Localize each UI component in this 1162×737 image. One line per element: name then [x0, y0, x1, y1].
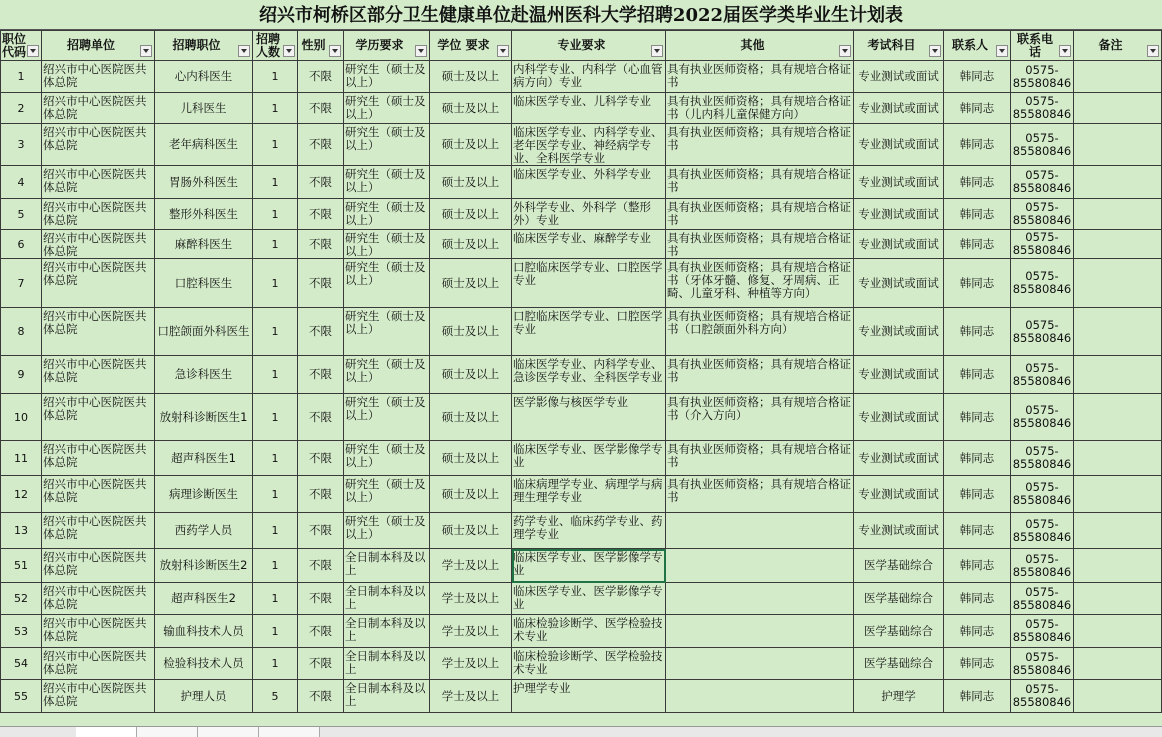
cell-unit[interactable]: 绍兴市中心医院医共体总院	[42, 615, 155, 648]
cell-contact[interactable]: 韩同志	[944, 259, 1011, 308]
cell-exam[interactable]: 专业测试或面试	[854, 230, 944, 259]
cell-position[interactable]: 病理诊断医生	[155, 476, 253, 513]
cell-education[interactable]: 研究生（硕士及以上）	[344, 308, 430, 356]
filter-dropdown-icon[interactable]	[140, 45, 152, 57]
cell-other[interactable]: 具有执业医师资格；具有规培合格证书	[666, 61, 854, 93]
cell-other[interactable]: 具有执业医师资格；具有规培合格证书	[666, 441, 854, 476]
cell-major[interactable]: 临床医学专业、麻醉学专业	[512, 230, 666, 259]
table-row	[1, 513, 1162, 549]
cell-position[interactable]: 整形外科医生	[155, 199, 253, 230]
cell-other[interactable]: 具有执业医师资格；具有规培合格证书（牙体牙髓、修复、牙周病、正畸、儿童牙科、种植等方向）	[666, 259, 854, 308]
cell-gender[interactable]: 不限	[298, 680, 344, 713]
cell-phone[interactable]: 0575-85580846	[1011, 513, 1074, 549]
cell-degree[interactable]: 硕士及以上	[430, 356, 512, 394]
cell-major[interactable]: 口腔临床医学专业、口腔医学专业	[512, 308, 666, 356]
cell-unit[interactable]: 绍兴市中心医院医共体总院	[42, 93, 155, 124]
cell-count[interactable]: 1	[253, 124, 298, 166]
sheet-title: 绍兴市柯桥区部分卫生健康单位赴温州医科大学招聘2022届医学类毕业生计划表	[0, 0, 1162, 30]
cell-note[interactable]	[1074, 230, 1162, 259]
cell-note[interactable]	[1074, 259, 1162, 308]
cell-exam[interactable]: 专业测试或面试	[854, 441, 944, 476]
cell-note[interactable]	[1074, 615, 1162, 648]
header-label: 性别	[301, 38, 326, 52]
cell-gender[interactable]: 不限	[298, 441, 344, 476]
cell-degree[interactable]: 硕士及以上	[430, 93, 512, 124]
cell-major[interactable]: 医学影像与核医学专业	[512, 394, 666, 441]
cell-note[interactable]	[1074, 549, 1162, 583]
cell-note[interactable]	[1074, 648, 1162, 680]
cell-gender[interactable]: 不限	[298, 230, 344, 259]
cell-unit[interactable]: 绍兴市中心医院医共体总院	[42, 356, 155, 394]
cell-degree[interactable]: 硕士及以上	[430, 166, 512, 199]
cell-major[interactable]: 临床医学专业、儿科学专业	[512, 93, 666, 124]
table-row	[1, 124, 1162, 166]
cell-education[interactable]: 研究生（硕士及以上）	[344, 441, 430, 476]
table-row	[1, 394, 1162, 441]
cell-code[interactable]: 8	[1, 308, 42, 356]
cell-gender[interactable]: 不限	[298, 166, 344, 199]
cell-major[interactable]: 临床医学专业、内科学专业、急诊医学专业、全科医学专业	[512, 356, 666, 394]
cell-gender[interactable]: 不限	[298, 615, 344, 648]
cell-degree[interactable]: 学士及以上	[430, 615, 512, 648]
cell-education[interactable]: 全日制本科及以上	[344, 583, 430, 615]
cell-education[interactable]: 全日制本科及以上	[344, 615, 430, 648]
cell-contact[interactable]: 韩同志	[944, 549, 1011, 583]
cell-contact[interactable]: 韩同志	[944, 93, 1011, 124]
cell-education[interactable]: 研究生（硕士及以上）	[344, 356, 430, 394]
cell-unit[interactable]: 绍兴市中心医院医共体总院	[42, 230, 155, 259]
cell-contact[interactable]: 韩同志	[944, 648, 1011, 680]
header-label: 招聘人数	[255, 31, 280, 59]
cell-count[interactable]: 5	[253, 680, 298, 713]
cell-gender[interactable]: 不限	[298, 476, 344, 513]
header-label: 考试科目	[867, 38, 916, 52]
table-row	[1, 615, 1162, 648]
header-other	[666, 31, 854, 61]
cell-degree[interactable]: 硕士及以上	[430, 199, 512, 230]
cell-count[interactable]: 1	[253, 513, 298, 549]
cell-note[interactable]	[1074, 513, 1162, 549]
cell-exam[interactable]: 专业测试或面试	[854, 259, 944, 308]
header-note	[1074, 31, 1162, 61]
cell-degree[interactable]: 硕士及以上	[430, 308, 512, 356]
table-row	[1, 680, 1162, 713]
cell-other[interactable]	[666, 513, 854, 549]
cell-position[interactable]: 放射科诊断医生1	[155, 394, 253, 441]
cell-count[interactable]: 1	[253, 394, 298, 441]
cell-degree[interactable]: 学士及以上	[430, 648, 512, 680]
cell-code[interactable]: 11	[1, 441, 42, 476]
cell-major[interactable]: 临床医学专业、医学影像学专业	[512, 549, 666, 583]
cell-major[interactable]: 临床医学专业、外科学专业	[512, 166, 666, 199]
cell-position[interactable]: 西药学人员	[155, 513, 253, 549]
header-label: 备注	[1098, 38, 1123, 52]
cell-note[interactable]	[1074, 199, 1162, 230]
cell-other[interactable]: 具有执业医师资格；具有规培合格证书	[666, 356, 854, 394]
cell-other[interactable]	[666, 549, 854, 583]
header-contact	[944, 31, 1011, 61]
cell-code[interactable]: 6	[1, 230, 42, 259]
cell-phone[interactable]: 0575-85580846	[1011, 124, 1074, 166]
cell-major[interactable]: 临床检验诊断学、医学检验技术专业	[512, 648, 666, 680]
filter-dropdown-icon[interactable]	[497, 45, 509, 57]
cell-gender[interactable]: 不限	[298, 199, 344, 230]
cell-exam[interactable]: 专业测试或面试	[854, 308, 944, 356]
cell-major[interactable]: 临床医学专业、医学影像学专业	[512, 441, 666, 476]
cell-education[interactable]: 研究生（硕士及以上）	[344, 93, 430, 124]
cell-exam[interactable]: 专业测试或面试	[854, 394, 944, 441]
cell-count[interactable]: 1	[253, 230, 298, 259]
header-code	[1, 31, 42, 61]
cell-major[interactable]: 护理学专业	[512, 680, 666, 713]
header-label: 联系电话	[1016, 31, 1053, 59]
cell-position[interactable]: 口腔科医生	[155, 259, 253, 308]
filter-dropdown-icon[interactable]	[283, 45, 295, 57]
cell-other[interactable]	[666, 615, 854, 648]
filter-dropdown-icon[interactable]	[1147, 45, 1159, 57]
cell-exam[interactable]: 医学基础综合	[854, 648, 944, 680]
table-row	[1, 476, 1162, 513]
cell-count[interactable]: 1	[253, 93, 298, 124]
cell-gender[interactable]: 不限	[298, 648, 344, 680]
cell-phone[interactable]: 0575-85580846	[1011, 680, 1074, 713]
header-unit	[42, 31, 155, 61]
cell-code[interactable]: 13	[1, 513, 42, 549]
cell-major[interactable]: 临床检验诊断学、医学检验技术专业	[512, 615, 666, 648]
filter-dropdown-icon[interactable]	[415, 45, 427, 57]
cell-education[interactable]: 研究生（硕士及以上）	[344, 513, 430, 549]
cell-education[interactable]: 研究生（硕士及以上）	[344, 124, 430, 166]
header-count	[253, 31, 298, 61]
cell-unit[interactable]: 绍兴市中心医院医共体总院	[42, 583, 155, 615]
filter-dropdown-icon[interactable]	[651, 45, 663, 57]
cell-other[interactable]: 具有执业医师资格；具有规培合格证书（介入方向）	[666, 394, 854, 441]
header-label: 专业要求	[557, 38, 606, 52]
cell-contact[interactable]: 韩同志	[944, 61, 1011, 93]
table-row	[1, 583, 1162, 615]
cell-note[interactable]	[1074, 356, 1162, 394]
filter-dropdown-icon[interactable]	[27, 45, 39, 57]
cell-unit[interactable]: 绍兴市中心医院医共体总院	[42, 394, 155, 441]
cell-unit[interactable]: 绍兴市中心医院医共体总院	[42, 680, 155, 713]
cell-degree[interactable]: 学士及以上	[430, 680, 512, 713]
cell-position[interactable]: 输血科技术人员	[155, 615, 253, 648]
cell-phone[interactable]: 0575-85580846	[1011, 61, 1074, 93]
header-gender	[298, 31, 344, 61]
cell-other[interactable]: 具有执业医师资格；具有规培合格证书	[666, 199, 854, 230]
table-row	[1, 230, 1162, 259]
cell-exam[interactable]: 专业测试或面试	[854, 476, 944, 513]
cell-phone[interactable]: 0575-85580846	[1011, 166, 1074, 199]
cell-note[interactable]	[1074, 61, 1162, 93]
cell-other[interactable]: 具有执业医师资格；具有规培合格证书	[666, 124, 854, 166]
header-phone	[1011, 31, 1074, 61]
cell-phone[interactable]: 0575-85580846	[1011, 93, 1074, 124]
cell-note[interactable]	[1074, 680, 1162, 713]
cell-education[interactable]: 研究生（硕士及以上）	[344, 166, 430, 199]
cell-contact[interactable]: 韩同志	[944, 166, 1011, 199]
sheet-tab-bar	[0, 726, 1162, 737]
table-body	[1, 61, 1162, 713]
cell-code[interactable]: 4	[1, 166, 42, 199]
cell-gender[interactable]: 不限	[298, 513, 344, 549]
cell-code[interactable]: 5	[1, 199, 42, 230]
cell-unit[interactable]: 绍兴市中心医院医共体总院	[42, 199, 155, 230]
cell-contact[interactable]: 韩同志	[944, 394, 1011, 441]
cell-phone[interactable]: 0575-85580846	[1011, 230, 1074, 259]
cell-education[interactable]: 研究生（硕士及以上）	[344, 394, 430, 441]
header-label: 联系人	[951, 38, 988, 52]
cell-exam[interactable]: 医学基础综合	[854, 615, 944, 648]
cell-gender[interactable]: 不限	[298, 93, 344, 124]
cell-gender[interactable]: 不限	[298, 583, 344, 615]
cell-contact[interactable]: 韩同志	[944, 615, 1011, 648]
cell-count[interactable]: 1	[253, 356, 298, 394]
cell-education[interactable]: 研究生（硕士及以上）	[344, 199, 430, 230]
cell-other[interactable]: 具有执业医师资格；具有规培合格证书	[666, 166, 854, 199]
header-degree	[430, 31, 512, 61]
cell-education[interactable]: 研究生（硕士及以上）	[344, 230, 430, 259]
cell-code[interactable]: 54	[1, 648, 42, 680]
cell-degree[interactable]: 硕士及以上	[430, 230, 512, 259]
cell-major[interactable]: 外科学专业、外科学（整形外）专业	[512, 199, 666, 230]
cell-contact[interactable]: 韩同志	[944, 356, 1011, 394]
cell-gender[interactable]: 不限	[298, 356, 344, 394]
cell-education[interactable]: 全日制本科及以上	[344, 549, 430, 583]
cell-note[interactable]	[1074, 124, 1162, 166]
table-row	[1, 441, 1162, 476]
cell-position[interactable]: 儿科医生	[155, 93, 253, 124]
cell-unit[interactable]: 绍兴市中心医院医共体总院	[42, 61, 155, 93]
filter-dropdown-icon[interactable]	[996, 45, 1008, 57]
cell-phone[interactable]: 0575-85580846	[1011, 441, 1074, 476]
header-label: 其他	[740, 38, 765, 52]
table-row	[1, 549, 1162, 583]
cell-code[interactable]: 51	[1, 549, 42, 583]
table-row	[1, 356, 1162, 394]
cell-education[interactable]: 全日制本科及以上	[344, 680, 430, 713]
header-row	[1, 31, 1162, 61]
cell-position[interactable]: 超声科医生1	[155, 441, 253, 476]
cell-other[interactable]: 具有执业医师资格；具有规培合格证书（口腔颌面外科方向）	[666, 308, 854, 356]
cell-gender[interactable]: 不限	[298, 308, 344, 356]
cell-unit[interactable]: 绍兴市中心医院医共体总院	[42, 513, 155, 549]
cell-contact[interactable]: 韩同志	[944, 476, 1011, 513]
cell-count[interactable]: 1	[253, 476, 298, 513]
cell-position[interactable]: 急诊科医生	[155, 356, 253, 394]
cell-code[interactable]: 3	[1, 124, 42, 166]
cell-position[interactable]: 放射科诊断医生2	[155, 549, 253, 583]
cell-code[interactable]: 1	[1, 61, 42, 93]
cell-position[interactable]: 胃肠外科医生	[155, 166, 253, 199]
cell-code[interactable]: 10	[1, 394, 42, 441]
cell-unit[interactable]: 绍兴市中心医院医共体总院	[42, 308, 155, 356]
header-label: 学位 要求	[437, 38, 490, 52]
cell-note[interactable]	[1074, 583, 1162, 615]
cell-phone[interactable]: 0575-85580846	[1011, 199, 1074, 230]
cell-education[interactable]: 研究生（硕士及以上）	[344, 476, 430, 513]
cell-position[interactable]: 心内科医生	[155, 61, 253, 93]
table-row	[1, 166, 1162, 199]
cell-unit[interactable]: 绍兴市中心医院医共体总院	[42, 166, 155, 199]
cell-contact[interactable]: 韩同志	[944, 308, 1011, 356]
cell-gender[interactable]: 不限	[298, 394, 344, 441]
cell-phone[interactable]: 0575-85580846	[1011, 476, 1074, 513]
table-row	[1, 648, 1162, 680]
cell-gender[interactable]: 不限	[298, 549, 344, 583]
table-row	[1, 93, 1162, 124]
cell-other[interactable]	[666, 680, 854, 713]
cell-major[interactable]: 药学专业、临床药学专业、药理学专业	[512, 513, 666, 549]
cell-position[interactable]: 超声科医生2	[155, 583, 253, 615]
header-label: 招聘单位	[66, 38, 115, 52]
cell-degree[interactable]: 硕士及以上	[430, 476, 512, 513]
cell-code[interactable]: 7	[1, 259, 42, 308]
cell-count[interactable]: 1	[253, 308, 298, 356]
cell-count[interactable]: 1	[253, 648, 298, 680]
cell-degree[interactable]: 学士及以上	[430, 583, 512, 615]
cell-count[interactable]: 1	[253, 615, 298, 648]
cell-unit[interactable]: 绍兴市中心医院医共体总院	[42, 549, 155, 583]
cell-count[interactable]: 1	[253, 549, 298, 583]
cell-other[interactable]	[666, 648, 854, 680]
cell-major[interactable]: 内科学专业、内科学（心血管病方向）专业	[512, 61, 666, 93]
header-education	[344, 31, 430, 61]
cell-degree[interactable]: 学士及以上	[430, 549, 512, 583]
cell-count[interactable]: 1	[253, 166, 298, 199]
cell-code[interactable]: 2	[1, 93, 42, 124]
cell-phone[interactable]: 0575-85580846	[1011, 615, 1074, 648]
cell-contact[interactable]: 韩同志	[944, 230, 1011, 259]
table-row	[1, 308, 1162, 356]
cell-count[interactable]: 1	[253, 441, 298, 476]
cell-other[interactable]: 具有执业医师资格；具有规培合格证书	[666, 230, 854, 259]
filter-dropdown-icon[interactable]	[929, 45, 941, 57]
cell-position[interactable]: 口腔颌面外科医生	[155, 308, 253, 356]
cell-other[interactable]	[666, 583, 854, 615]
cell-major[interactable]: 临床病理学专业、病理学与病理生理学专业	[512, 476, 666, 513]
cell-education[interactable]: 研究生（硕士及以上）	[344, 61, 430, 93]
cell-degree[interactable]: 硕士及以上	[430, 394, 512, 441]
cell-gender[interactable]: 不限	[298, 124, 344, 166]
cell-education[interactable]: 全日制本科及以上	[344, 648, 430, 680]
cell-phone[interactable]: 0575-85580846	[1011, 308, 1074, 356]
cell-code[interactable]: 12	[1, 476, 42, 513]
cell-note[interactable]	[1074, 166, 1162, 199]
cell-exam[interactable]: 专业测试或面试	[854, 124, 944, 166]
table-row	[1, 199, 1162, 230]
cell-position[interactable]: 老年病科医生	[155, 124, 253, 166]
cell-phone[interactable]: 0575-85580846	[1011, 394, 1074, 441]
header-major	[512, 31, 666, 61]
cell-position[interactable]: 护理人员	[155, 680, 253, 713]
cell-count[interactable]: 1	[253, 259, 298, 308]
cell-phone[interactable]: 0575-85580846	[1011, 259, 1074, 308]
cell-phone[interactable]: 0575-85580846	[1011, 549, 1074, 583]
recruitment-table	[0, 30, 1162, 713]
cell-code[interactable]: 52	[1, 583, 42, 615]
header-label: 招聘职位	[172, 38, 221, 52]
cell-exam[interactable]: 护理学	[854, 680, 944, 713]
header-position	[155, 31, 253, 61]
cell-phone[interactable]: 0575-85580846	[1011, 583, 1074, 615]
cell-unit[interactable]: 绍兴市中心医院医共体总院	[42, 441, 155, 476]
cell-degree[interactable]: 硕士及以上	[430, 61, 512, 93]
cell-count[interactable]: 1	[253, 199, 298, 230]
cell-exam[interactable]: 专业测试或面试	[854, 61, 944, 93]
cell-contact[interactable]: 韩同志	[944, 199, 1011, 230]
cell-position[interactable]: 检验科技术人员	[155, 648, 253, 680]
cell-gender[interactable]: 不限	[298, 259, 344, 308]
cell-unit[interactable]: 绍兴市中心医院医共体总院	[42, 259, 155, 308]
cell-unit[interactable]: 绍兴市中心医院医共体总院	[42, 476, 155, 513]
table-row	[1, 61, 1162, 93]
cell-code[interactable]: 9	[1, 356, 42, 394]
cell-contact[interactable]: 韩同志	[944, 124, 1011, 166]
cell-exam[interactable]: 专业测试或面试	[854, 166, 944, 199]
filter-dropdown-icon[interactable]	[1059, 45, 1071, 57]
header-label: 职位代码	[2, 31, 27, 59]
cell-degree[interactable]: 硕士及以上	[430, 124, 512, 166]
cell-contact[interactable]: 韩同志	[944, 513, 1011, 549]
filter-dropdown-icon[interactable]	[839, 45, 851, 57]
cell-code[interactable]: 53	[1, 615, 42, 648]
filter-dropdown-icon[interactable]	[329, 45, 341, 57]
table-row	[1, 259, 1162, 308]
header-exam	[854, 31, 944, 61]
cell-exam[interactable]: 专业测试或面试	[854, 356, 944, 394]
header-label: 学历要求	[355, 38, 404, 52]
cell-count[interactable]: 1	[253, 583, 298, 615]
cell-degree[interactable]: 硕士及以上	[430, 259, 512, 308]
cell-other[interactable]: 具有执业医师资格；具有规培合格证书（儿内科儿童保健方向）	[666, 93, 854, 124]
cell-major[interactable]: 临床医学专业、医学影像学专业	[512, 583, 666, 615]
cell-unit[interactable]: 绍兴市中心医院医共体总院	[42, 124, 155, 166]
cell-major[interactable]: 口腔临床医学专业、口腔医学专业	[512, 259, 666, 308]
cell-phone[interactable]: 0575-85580846	[1011, 356, 1074, 394]
cell-degree[interactable]: 硕士及以上	[430, 513, 512, 549]
cell-contact[interactable]: 韩同志	[944, 441, 1011, 476]
cell-phone[interactable]: 0575-85580846	[1011, 648, 1074, 680]
cell-exam[interactable]: 医学基础综合	[854, 583, 944, 615]
cell-education[interactable]: 研究生（硕士及以上）	[344, 259, 430, 308]
cell-other[interactable]: 具有执业医师资格；具有规培合格证书	[666, 476, 854, 513]
cell-contact[interactable]: 韩同志	[944, 680, 1011, 713]
cell-note[interactable]	[1074, 476, 1162, 513]
filter-dropdown-icon[interactable]	[238, 45, 250, 57]
cell-unit[interactable]: 绍兴市中心医院医共体总院	[42, 648, 155, 680]
cell-note[interactable]	[1074, 308, 1162, 356]
cell-exam[interactable]: 专业测试或面试	[854, 199, 944, 230]
cell-count[interactable]: 1	[253, 61, 298, 93]
cell-code[interactable]: 55	[1, 680, 42, 713]
cell-exam[interactable]: 专业测试或面试	[854, 513, 944, 549]
cell-contact[interactable]: 韩同志	[944, 583, 1011, 615]
cell-gender[interactable]: 不限	[298, 61, 344, 93]
cell-position[interactable]: 麻醉科医生	[155, 230, 253, 259]
cell-note[interactable]	[1074, 394, 1162, 441]
cell-major[interactable]: 临床医学专业、内科学专业、老年医学专业、神经病学专业、全科医学专业	[512, 124, 666, 166]
cell-degree[interactable]: 硕士及以上	[430, 441, 512, 476]
cell-note[interactable]	[1074, 441, 1162, 476]
cell-exam[interactable]: 医学基础综合	[854, 549, 944, 583]
cell-note[interactable]	[1074, 93, 1162, 124]
cell-exam[interactable]: 专业测试或面试	[854, 93, 944, 124]
